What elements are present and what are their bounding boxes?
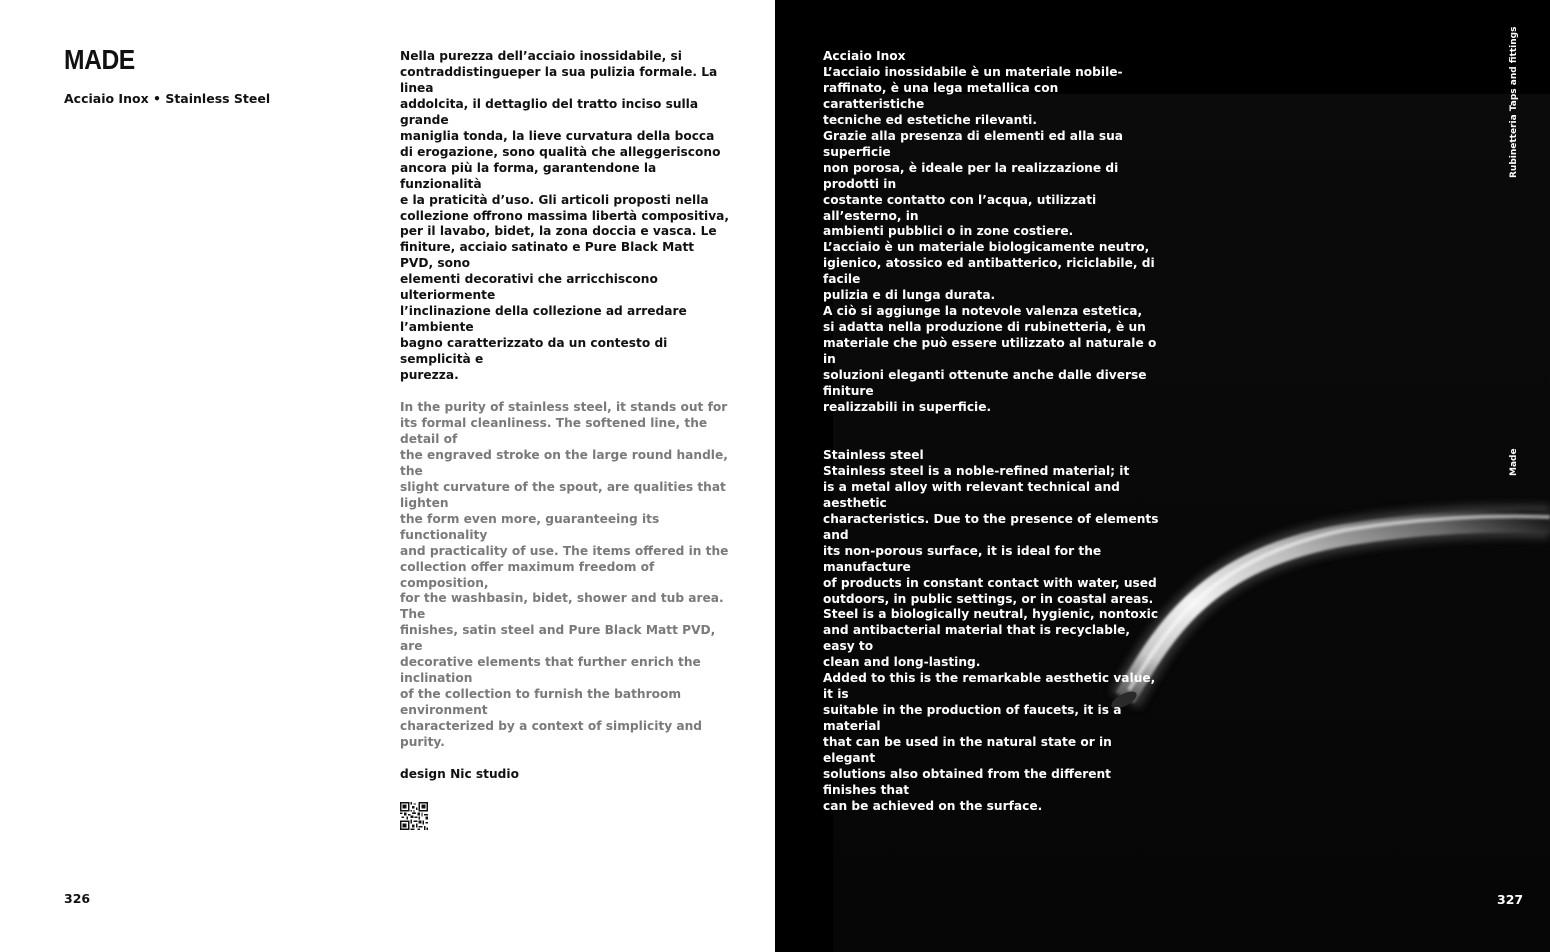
en-body: Stainless steel is a noble-refined material; it is a metal alloy with relevant technical and aesthetic characteristics. Due to the presence of elements and its non-porous surface, it is ideal for the manufacture of products in constant contact with water, used outdoors, in public settings, or in coastal areas. Steel is a biologically neutral, hygienic, nontoxic and antibacterial material that is recyclable, easy to clean and long-lasting. Added to this is the remarkable aesthetic value, it is suitable in the production of faucets, it is a material that can be used in the natural state or in elegant solutions also obtained from the different finishes that can be achieved on the surface.	[823, 463, 1159, 813]
it-heading: Acciaio Inox	[823, 49, 906, 63]
description-column	[400, 49, 730, 830]
side-label-category: Rubinetteria Taps and fittings	[1509, 26, 1519, 178]
faucet-spout-image	[1095, 490, 1550, 730]
english-description: In the purity of stainless steel, it stands out for its formal cleanliness. The softened line, the detail of the engraved stroke on the large round handle, the slight curvature of the spout, are qualities that lighten the form even more, guaranteeing its functionality and practicality of use. The items offered in the collection offer maximum freedom of composition, for the washbasin, bidet, shower and tub area. The finishes, satin steel and Pure Black Matt PVD, are decorative elements that further enrich the inclination of the collection to furnish the bathroom environment characterized by a context of simplicity and purity.	[400, 400, 729, 750]
material-text-column	[823, 49, 1163, 815]
page-number-left: 326	[64, 891, 91, 906]
page-number-right: 327	[1497, 892, 1524, 907]
page-title: MADE	[64, 44, 135, 75]
it-body: L’acciaio inossidabile è un materiale nobile- raffinato, è una lega metallica con caratteristiche tecniche ed estetiche rilevanti. Grazie alla presenza di elementi ed alla sua superficie non porosa, è ideale per la realizzazione di prodotti in costante contatto con l’acqua, utilizzati all’esterno, in ambienti pubblici o in zone costiere. L’acciaio è un materiale biologicamente neutro, igienico, atossico ed antibatterico, riciclabile, di facile pulizia e di lunga durata. A ciò si aggiunge la notevole valenza estetica, si adatta nella produzione di rubinetteria, è un materiale che può essere utilizzato al naturale o in soluzioni eleganti ottenute anche dalle diverse finiture realizzabili in superficie.	[823, 64, 1157, 414]
italian-description: Nella purezza dell’acciaio inossidabile, si contraddistingueper la sua pulizia formale. La linea addolcita, il dettaglio del tratto inciso sulla grande maniglia tonda, la lieve curvatura della bocca di erogazione, sono qualità che alleggeriscono ancora più la forma, garantendone la funzionalità e la praticità d’uso. Gli articoli proposti nella collezione offrono massima libertà compositiva, per il lavabo, bidet, la zona doccia e vasca. Le finiture, acciaio satinato e Pure Black Matt PVD, sono elementi decorativi che arricchiscono ulteriormente l’inclinazione della collezione ad arredare l’ambiente bagno caratterizzato da un contesto di semplicità e purezza.	[400, 49, 730, 383]
section-gap	[823, 416, 1163, 448]
design-credit: design Nic studio	[400, 766, 519, 781]
side-label-collection: Made	[1509, 448, 1519, 476]
en-heading: Stainless steel	[823, 447, 924, 462]
right-page	[775, 0, 1550, 952]
qr-code-icon[interactable]	[400, 802, 428, 830]
page-subtitle: Acciaio Inox • Stainless Steel	[64, 91, 271, 106]
